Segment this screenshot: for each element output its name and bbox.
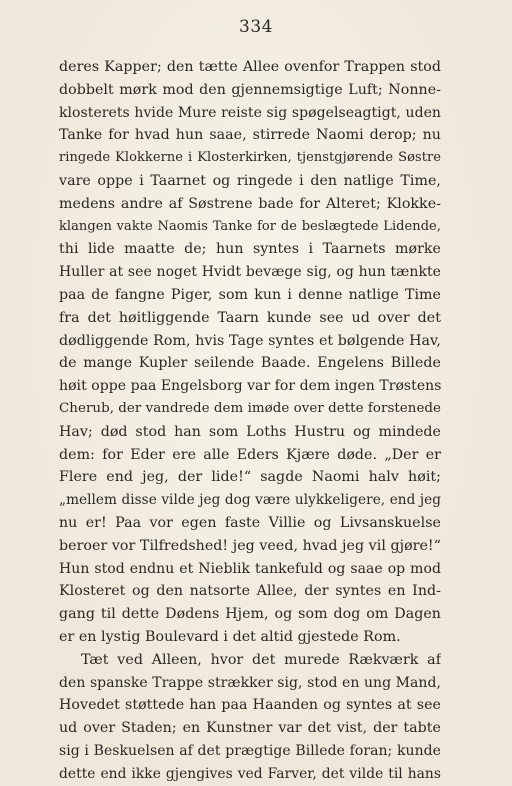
text-line: klangen vakte Naomis Tanke for de beslægtede Lidende, <box>59 218 441 234</box>
text-line: er en lystig Boulevard i det altid gjestede Rom. <box>59 628 401 645</box>
text-line: Cherub, der vandrede dem imøde over dette forstenede <box>59 400 441 416</box>
text-line: fra det høitliggende Taarn kunde see ud over det <box>59 309 441 326</box>
text-line: paa de fangne Piger, som kun i denne natlige Time <box>59 286 441 303</box>
text-line: sig i Beskuelsen af det prægtige Billede foran; kunde <box>59 742 441 759</box>
text-line: de mange Kupler seilende Baade. Engelens Billede <box>59 355 441 372</box>
text-line: ud over Staden; en Kunstner var det vist, der tabte <box>59 720 441 737</box>
text-line: Hav; død stod han som Loths Hustru og mindede <box>59 423 441 440</box>
text-line: høit oppe paa Engelsborg var for dem ingen Trøstens <box>59 378 441 395</box>
text-line: Flere end jeg, der lide!“ sagde Naomi halv høit; <box>59 469 441 486</box>
text-line: Huller at see noget Hvidt bevæge sig, og hun tænkte <box>59 264 441 281</box>
text-line: Hun stod endnu et Nieblik tankefuld og saae op mod <box>59 560 441 577</box>
text-line: Hovedet støttede han paa Haanden og syntes at see <box>59 697 441 714</box>
text-line: Tæt ved Alleen, hvor det murede Rækværk af <box>81 651 441 668</box>
text-line: gang til dette Dødens Hjem, og som dog om Dagen <box>59 606 441 623</box>
text-line: beroer vor Tilfredshed! jeg veed, hvad jeg vil gjøre!“ <box>59 537 441 554</box>
text-line: klosterets hvide Mure reiste sig spøgelseagtigt, uden <box>59 104 441 121</box>
text-line: ringede Klokkerne i Klosterkirken, tjenstgjørende Søstre <box>59 150 441 166</box>
text-line: dobbelt mørk mod den gjennemsigtige Luft; Nonne- <box>59 81 441 98</box>
page-number: 334 <box>239 17 273 37</box>
text-line: dødliggende Rom, hvis Tage syntes et bølgende Hav, <box>59 332 441 349</box>
body-text <box>59 56 441 786</box>
text-line: dette end ikke gjengives ved Farver, det vilde til hans <box>59 765 441 782</box>
text-line: deres Kapper; den tætte Allee ovenfor Trappen stod <box>59 59 441 75</box>
text-line: Tanke for hvad hun saae, stirrede Naomi derop; nu <box>59 127 441 144</box>
text-line: Klosteret og den natsorte Allee, der syntes en Ind- <box>59 583 441 600</box>
text-line: „mellem disse vilde jeg dog være ulykkeligere, end jeg <box>59 492 441 509</box>
text-line: den spanske Trappe strækker sig, stod en ung Mand, <box>59 674 441 691</box>
text-line: thi lide maatte de; hun syntes i Taarnets mørke <box>59 241 441 258</box>
text-line: nu er! Paa vor egen faste Villie og Livsanskuelse <box>59 514 441 531</box>
text-line: vare oppe i Taarnet og ringede i den natlige Time, <box>59 172 441 189</box>
text-line: medens andre af Søstrene bade for Alteret; Klokke- <box>59 195 441 212</box>
text-line: dem: for Eder ere alle Eders Kjære døde. „Der er <box>59 446 441 463</box>
